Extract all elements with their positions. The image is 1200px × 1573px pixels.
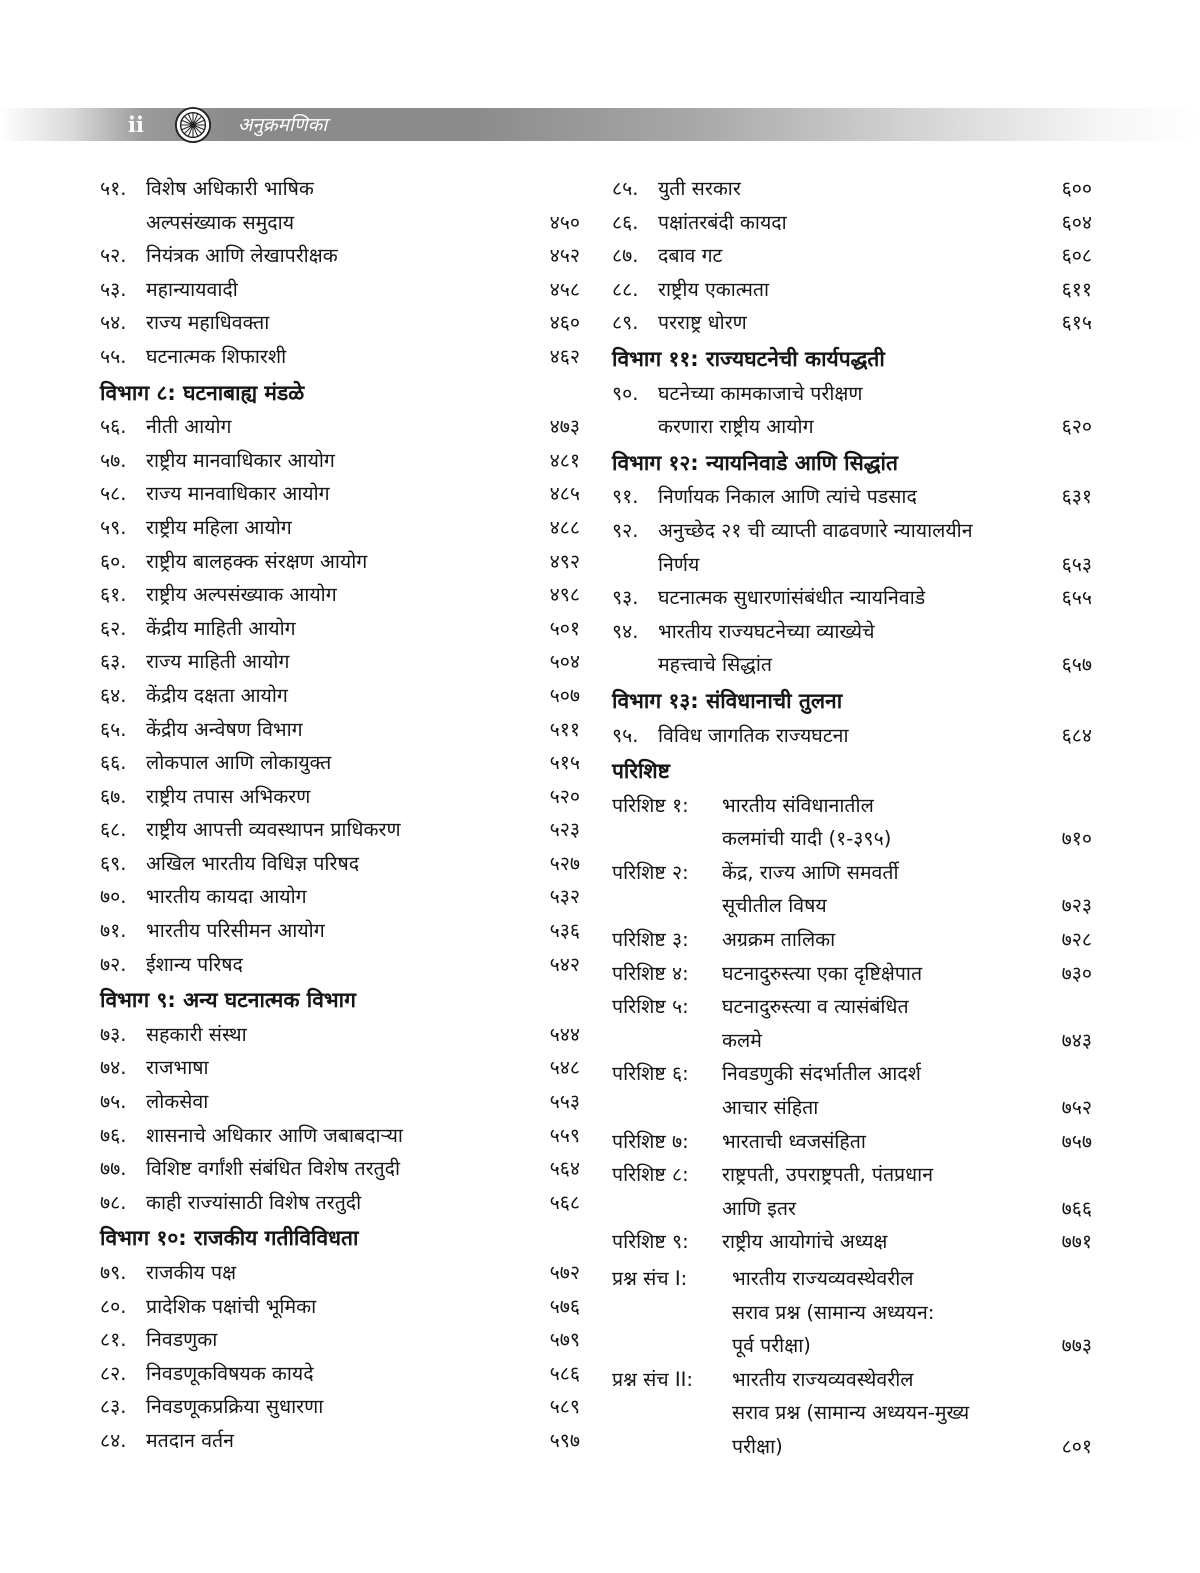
toc-entry-title: निवडणुकी संदर्भातील आदर्श	[722, 1062, 921, 1086]
toc-entry-page: ५०४	[549, 650, 580, 674]
toc-entry-title: राष्ट्रीय मानवाधिकार आयोग	[146, 448, 335, 472]
toc-entry-number: ६८.	[100, 818, 127, 842]
toc-entry[interactable]	[100, 713, 580, 747]
toc-entry-title: लोकसेवा	[146, 1090, 209, 1114]
toc-entry-number: परिशिष्ट ८:	[612, 1163, 689, 1187]
toc-entry-title: महान्यायवादी	[146, 277, 238, 301]
toc-entry-number: ८५.	[612, 177, 639, 200]
toc-group	[612, 719, 1092, 753]
toc-entry-title: राजकीय पक्ष	[146, 1261, 237, 1284]
toc-entry-number: ५२.	[100, 244, 127, 268]
toc-entry-page: ५५९	[549, 1123, 580, 1147]
toc-entry-title: घटनादुरुस्त्या एका दृष्टिक्षेपात	[722, 961, 923, 985]
toc-entry-page: ४५८	[549, 277, 580, 301]
section-heading: विभाग १२: न्यायनिवाडे आणि सिद्धांत	[612, 450, 898, 475]
toc-entry-number: ५१.	[100, 177, 127, 200]
toc-entry-number: ८०.	[100, 1294, 127, 1318]
toc-entry-number: ६७.	[100, 784, 127, 808]
toc-entry[interactable]	[612, 1262, 1092, 1363]
toc-entry-title: केंद्रीय माहिती आयोग	[146, 616, 296, 640]
toc-group	[100, 1256, 580, 1458]
toc-entry-title: कलमे	[722, 1028, 762, 1052]
toc-entry-title: विविध जागतिक राज्यघटना	[658, 723, 849, 747]
toc-entry-title: भारतीय परिसीमन आयोग	[146, 919, 325, 943]
toc-right-column	[612, 172, 1092, 1464]
toc-group	[100, 1018, 580, 1220]
toc-entry-title: राष्ट्रीय महिला आयोग	[146, 515, 292, 539]
toc-entry-page: ७६६	[1061, 1196, 1092, 1220]
toc-entry-number: ७५.	[100, 1090, 127, 1114]
toc-entry-number: ५६.	[100, 415, 127, 439]
toc-entry-page: ४६२	[549, 344, 580, 368]
section-heading: विभाग ८: घटनाबाह्य मंडळे	[100, 380, 305, 405]
toc-group	[100, 410, 580, 981]
toc-entry-number: ७७.	[100, 1157, 127, 1181]
toc-entry-page: ५११	[549, 717, 580, 741]
toc-entry-title: युती सरकार	[658, 177, 741, 200]
toc-group	[612, 1262, 1092, 1464]
section-heading: परिशिष्ट	[612, 759, 670, 784]
page-number: ii	[128, 112, 144, 137]
toc-entry-page: ५७२	[549, 1261, 580, 1284]
toc-entry[interactable]	[612, 514, 1092, 581]
toc-entry-title: राष्ट्रीय आयोगांचे अध्यक्ष	[722, 1230, 888, 1254]
toc-entry[interactable]	[100, 847, 580, 881]
toc-entry-title: शासनाचे अधिकार आणि जबाबदाऱ्या	[146, 1123, 403, 1147]
toc-entry[interactable]	[100, 780, 580, 814]
toc-entry-number: ६९.	[100, 851, 127, 875]
toc-entry-number: प्रश्न संच I:	[612, 1267, 688, 1290]
toc-entry-page: ७५२	[1061, 1096, 1092, 1120]
toc-entry-page: ५३६	[549, 919, 580, 943]
toc-entry-number: ५९.	[100, 515, 127, 539]
toc-entry-title: परराष्ट्र धोरण	[658, 311, 747, 335]
toc-entry-number: ९२.	[612, 518, 639, 542]
toc-entry-page: ६८४	[1061, 723, 1092, 747]
toc-entry-title: अनुच्छेद २१ ची व्याप्ती वाढवणारे न्यायालयीन	[658, 518, 973, 542]
toc-entry[interactable]	[612, 1158, 1092, 1225]
toc-entry[interactable]	[612, 1363, 1092, 1464]
toc-entry-page: ७४३	[1061, 1028, 1092, 1052]
toc-entry-title: घटनेच्या कामकाजाचे परीक्षण	[658, 381, 863, 405]
toc-entry-title: राज्य मानवाधिकार आयोग	[146, 482, 330, 506]
toc-group	[612, 480, 1092, 682]
toc-entry[interactable]	[612, 615, 1092, 682]
toc-entry-number: ९०.	[612, 381, 639, 405]
toc-entry-title: भारतीय राज्यघटनेच्या व्याख्येचे	[658, 619, 875, 643]
toc-entry-number: ७८.	[100, 1190, 127, 1214]
toc-entry-page: ५९७	[549, 1428, 580, 1452]
toc-entry-page: ४७३	[549, 415, 580, 439]
toc-entry[interactable]	[612, 306, 1092, 340]
toc-entry-title: आणि इतर	[722, 1196, 796, 1220]
toc-entry-title: भारतीय कायदा आयोग	[146, 885, 307, 909]
toc-entry[interactable]	[100, 880, 580, 914]
toc-entry-title: निर्णय	[658, 552, 700, 576]
toc-entry-page: ५१५	[549, 751, 580, 775]
toc-entry-page: ७३०	[1061, 961, 1092, 985]
toc-entry[interactable]	[612, 239, 1092, 273]
toc-entry[interactable]	[100, 545, 580, 579]
toc-entry[interactable]	[100, 444, 580, 478]
toc-entry-number: ६०.	[100, 549, 127, 573]
toc-entry[interactable]	[100, 645, 580, 679]
toc-entry-title: प्रादेशिक पक्षांची भूमिका	[146, 1294, 317, 1318]
toc-entry-page: ४८१	[549, 448, 580, 472]
toc-entry-number: ८६.	[612, 210, 639, 234]
toc-entry-page: ५२७	[549, 851, 580, 875]
section-heading: विभाग १३: संविधानाची तुलना	[612, 688, 843, 713]
toc-entry-page: ५०७	[549, 683, 580, 707]
toc-entry-title: नीती आयोग	[146, 415, 232, 439]
toc-entry-number: ७६.	[100, 1123, 127, 1147]
toc-entry-page: ६०४	[1061, 210, 1092, 234]
toc-entry-number: ६३.	[100, 650, 127, 674]
toc-entry-number: ५४.	[100, 311, 127, 335]
toc-entry[interactable]	[100, 273, 580, 307]
toc-entry-number: ८२.	[100, 1361, 127, 1385]
section-heading: विभाग ९: अन्य घटनात्मक विभाग	[100, 988, 356, 1013]
toc-group	[100, 172, 580, 374]
toc-entry-number: ७१.	[100, 919, 127, 943]
toc-entry[interactable]	[100, 1323, 580, 1357]
toc-entry-title: भारतीय संविधानातील	[722, 793, 874, 817]
toc-entry[interactable]	[100, 1119, 580, 1153]
toc-entry[interactable]	[100, 746, 580, 780]
toc-entry-page: ५८६	[549, 1361, 580, 1385]
toc-entry-title: लोकपाल आणि लोकायुक्त	[146, 751, 332, 775]
toc-entry-number: ८९.	[612, 311, 639, 335]
toc-entry[interactable]	[100, 813, 580, 847]
toc-entry[interactable]	[612, 1057, 1092, 1124]
toc-entry-title: सराव प्रश्न (सामान्य अध्ययन-मुख्य	[732, 1401, 970, 1425]
toc-entry-title: राज्य महाधिवक्ता	[146, 311, 270, 335]
toc-entry[interactable]	[100, 1256, 580, 1290]
toc-entry-number: परिशिष्ट ६:	[612, 1062, 689, 1086]
toc-entry-title: कलमांची यादी (१-३९५)	[722, 827, 892, 851]
toc-entry-title: काही राज्यांसाठी विशेष तरतुदी	[146, 1190, 362, 1214]
toc-entry-page: ४८५	[549, 482, 580, 506]
section-heading: विभाग ११: राज्यघटनेची कार्यपद्धती	[612, 346, 885, 371]
toc-entry-number: ७३.	[100, 1022, 127, 1046]
toc-entry-page: ५७९	[549, 1328, 580, 1352]
toc-entry[interactable]	[100, 1186, 580, 1220]
toc-entry-title: करणारा राष्ट्रीय आयोग	[658, 415, 814, 439]
toc-entry-page: ६११	[1061, 277, 1092, 301]
toc-entry-page: ५८९	[549, 1395, 580, 1419]
toc-entry[interactable]	[100, 1152, 580, 1186]
toc-entry-page: ५२३	[549, 818, 580, 842]
toc-entry-title: राष्ट्रपती, उपराष्ट्रपती, पंतप्रधान	[722, 1163, 934, 1187]
toc-entry[interactable]	[100, 1390, 580, 1424]
toc-entry[interactable]	[612, 273, 1092, 307]
toc-entry[interactable]	[100, 1018, 580, 1052]
toc-entry-number: ५५.	[100, 344, 127, 368]
toc-entry-number: ७०.	[100, 885, 127, 909]
toc-entry-number: परिशिष्ट ५:	[612, 995, 689, 1019]
toc-entry-number: परिशिष्ट ७:	[612, 1129, 689, 1153]
toc-entry-number: ७९.	[100, 1261, 127, 1284]
toc-entry-number: परिशिष्ट २:	[612, 860, 689, 884]
toc-entry-title: केंद्रीय दक्षता आयोग	[146, 683, 288, 707]
toc-entry-page: ६५७	[1061, 653, 1092, 677]
toc-entry-title: नियंत्रक आणि लेखापरीक्षक	[146, 244, 338, 268]
toc-entry-number: ६६.	[100, 751, 127, 775]
toc-entry-page: ६५५	[1061, 586, 1092, 610]
toc-entry[interactable]	[100, 578, 580, 612]
toc-entry[interactable]	[100, 410, 580, 444]
toc-entry-title: सहकारी संस्था	[146, 1022, 247, 1046]
toc-entry-title: राज्य माहिती आयोग	[146, 650, 290, 674]
toc-entry-page: ६३१	[1061, 485, 1092, 509]
toc-entry[interactable]	[612, 856, 1092, 923]
toc-entry-page: ५४८	[549, 1056, 580, 1080]
toc-entry-title: भारतीय राज्यव्यवस्थेवरील	[732, 1367, 914, 1391]
toc-entry[interactable]	[100, 172, 580, 239]
toc-entry-title: आचार संहिता	[722, 1096, 819, 1120]
toc-entry-number: ८४.	[100, 1428, 127, 1452]
toc-entry-title: निवडणूकविषयक कायदे	[146, 1361, 314, 1385]
toc-entry-number: ८१.	[100, 1328, 127, 1352]
toc-entry-page: ५३२	[549, 885, 580, 909]
toc-entry[interactable]	[612, 957, 1092, 991]
toc-entry[interactable]	[100, 340, 580, 374]
toc-entry-number: ९३.	[612, 586, 639, 610]
toc-entry[interactable]	[100, 306, 580, 340]
toc-entry-title: मतदान वर्तन	[146, 1428, 234, 1452]
toc-entry-number: ५७.	[100, 448, 127, 472]
toc-entry[interactable]	[612, 581, 1092, 615]
toc-entry-title: भारताची ध्वजसंहिता	[722, 1129, 866, 1153]
toc-entry-number: ६४.	[100, 683, 127, 707]
toc-entry-title: राष्ट्रीय एकात्मता	[658, 277, 770, 301]
toc-entry[interactable]	[612, 923, 1092, 957]
toc-entry-page: ७७१	[1061, 1230, 1092, 1254]
toc-entry-number: परिशिष्ट ४:	[612, 961, 689, 985]
toc-entry-page: ८०१	[1061, 1434, 1092, 1458]
toc-entry-page: ४६०	[549, 311, 580, 335]
toc-entry-title: सूचीतील विषय	[722, 894, 827, 918]
toc-entry-page: ५६८	[549, 1190, 580, 1214]
toc-entry[interactable]	[612, 172, 1092, 206]
toc-entry-title: सराव प्रश्न (सामान्य अध्ययन:	[732, 1300, 935, 1324]
toc-entry-number: ६२.	[100, 616, 127, 640]
toc-entry-title: केंद्रीय अन्वेषण विभाग	[146, 717, 303, 741]
toc-entry[interactable]	[612, 1125, 1092, 1159]
toc-entry-title: ईशान्य परिषद	[146, 952, 243, 976]
toc-entry-title: राजभाषा	[146, 1056, 209, 1080]
toc-entry[interactable]	[100, 1290, 580, 1324]
toc-entry-number: परिशिष्ट ९:	[612, 1230, 689, 1254]
toc-entry-title: घटनात्मक सुधारणांसंबंधीत न्यायनिवाडे	[658, 586, 926, 610]
toc-entry-title: राष्ट्रीय आपत्ती व्यवस्थापन प्राधिकरण	[146, 818, 401, 842]
toc-entry-page: ५४४	[549, 1022, 580, 1046]
toc-entry-number: ८७.	[612, 244, 639, 268]
toc-entry[interactable]	[100, 477, 580, 511]
toc-entry-page: ५४२	[549, 952, 580, 976]
toc-entry-page: ६२०	[1061, 415, 1092, 439]
toc-entry-page: ६००	[1061, 177, 1092, 200]
toc-entry-page: ४९२	[549, 549, 580, 573]
toc-entry-title: विशेष अधिकारी भाषिक	[146, 177, 314, 200]
toc-entry-title: राष्ट्रीय अल्पसंख्याक आयोग	[146, 583, 337, 607]
toc-entry-title: अल्पसंख्याक समुदाय	[146, 210, 295, 234]
toc-entry-title: पक्षांतरबंदी कायदा	[658, 210, 787, 234]
toc-entry-page: ५२०	[549, 784, 580, 808]
toc-entry-page: ७७३	[1061, 1334, 1092, 1358]
toc-entry-title: राष्ट्रीय बालहक्क संरक्षण आयोग	[146, 549, 368, 573]
toc-entry-number: परिशिष्ट १:	[612, 793, 689, 817]
toc-group	[612, 172, 1092, 340]
toc-entry-title: घटनादुरुस्त्या व त्यासंबंधित	[722, 995, 909, 1019]
toc-entry-number: ९१.	[612, 485, 639, 509]
toc-entry-page: ५६४	[549, 1157, 580, 1181]
toc-group	[612, 377, 1092, 444]
toc-entry-title: भारतीय राज्यव्यवस्थेवरील	[732, 1267, 914, 1290]
toc-entry-page: ४५२	[549, 244, 580, 268]
toc-entry-number: ८८.	[612, 277, 639, 301]
toc-entry-page: ४५०	[549, 210, 580, 234]
toc-entry-title: परीक्षा)	[732, 1434, 783, 1458]
toc-entry-page: ७२८	[1061, 928, 1092, 952]
toc-entry-title: विशिष्ट वर्गांशी संबंधित विशेष तरतुदी	[146, 1157, 401, 1181]
toc-entry-page: ४९८	[549, 583, 580, 607]
toc-entry-number: ६१.	[100, 583, 127, 607]
toc-entry-title: महत्त्वाचे सिद्धांत	[658, 653, 772, 677]
toc-entry-page: ६५३	[1061, 552, 1092, 576]
toc-entry[interactable]	[612, 789, 1092, 856]
ashoka-chakra-icon	[174, 106, 212, 144]
toc-entry-title: अखिल भारतीय विधिज्ञ परिषद	[146, 851, 360, 875]
toc-entry[interactable]	[100, 1051, 580, 1085]
toc-entry-title: दबाव गट	[658, 244, 723, 268]
toc-entry[interactable]	[100, 239, 580, 273]
toc-entry[interactable]	[612, 1225, 1092, 1259]
toc-entry-title: केंद्र, राज्य आणि समवर्ती	[722, 860, 899, 884]
toc-entry-page: ५७६	[549, 1294, 580, 1318]
toc-entry-page: ७१०	[1061, 827, 1092, 851]
toc-entry[interactable]	[100, 948, 580, 982]
toc-entry-number: ५८.	[100, 482, 127, 506]
toc-entry[interactable]	[612, 990, 1092, 1057]
toc-entry-page: ४८८	[549, 515, 580, 539]
toc-entry-title: राष्ट्रीय तपास अभिकरण	[146, 784, 311, 808]
toc-entry-number: ७२.	[100, 952, 127, 976]
toc-entry-page: ५०१	[549, 616, 580, 640]
toc-entry[interactable]	[100, 679, 580, 713]
toc-entry-title: निर्णायक निकाल आणि त्यांचे पडसाद	[658, 485, 917, 509]
toc-entry-page: ७२३	[1061, 894, 1092, 918]
toc-entry-number: ६५.	[100, 717, 127, 741]
toc-entry-title: घटनात्मक शिफारशी	[146, 344, 287, 368]
toc-entry-number: ९५.	[612, 723, 639, 747]
toc-entry[interactable]	[612, 206, 1092, 240]
toc-entry[interactable]	[100, 612, 580, 646]
toc-entry-title: पूर्व परीक्षा)	[732, 1334, 811, 1358]
toc-entry[interactable]	[612, 377, 1092, 444]
toc-entry[interactable]	[100, 1357, 580, 1391]
toc-left-column	[100, 172, 580, 1458]
toc-entry-number: ७४.	[100, 1056, 127, 1080]
toc-entry-page: ६०८	[1061, 244, 1092, 268]
toc-entry[interactable]	[612, 719, 1092, 753]
toc-entry-number: प्रश्न संच II:	[612, 1367, 693, 1391]
running-title: अनुक्रमणिका	[238, 114, 328, 136]
toc-entry-title: निवडणूकप्रक्रिया सुधारणा	[146, 1395, 324, 1419]
toc-entry[interactable]	[100, 511, 580, 545]
toc-entry-number: ९४.	[612, 619, 639, 643]
toc-entry-number: ५३.	[100, 277, 127, 301]
toc-entry-title: निवडणुका	[146, 1328, 218, 1352]
toc-entry-number: ८३.	[100, 1395, 127, 1419]
toc-entry-page: ७५७	[1061, 1129, 1092, 1153]
section-heading: विभाग १०: राजकीय गतीविविधता	[100, 1226, 359, 1251]
toc-entry-page: ५५३	[549, 1090, 580, 1114]
toc-entry[interactable]	[612, 480, 1092, 514]
toc-entry[interactable]	[100, 914, 580, 948]
toc-entry[interactable]	[100, 1424, 580, 1458]
toc-entry-page: ६१५	[1061, 311, 1092, 335]
toc-entry-title: अग्रक्रम तालिका	[722, 928, 836, 952]
toc-group	[612, 789, 1092, 1259]
toc-entry-number: परिशिष्ट ३:	[612, 928, 689, 952]
toc-entry[interactable]	[100, 1085, 580, 1119]
